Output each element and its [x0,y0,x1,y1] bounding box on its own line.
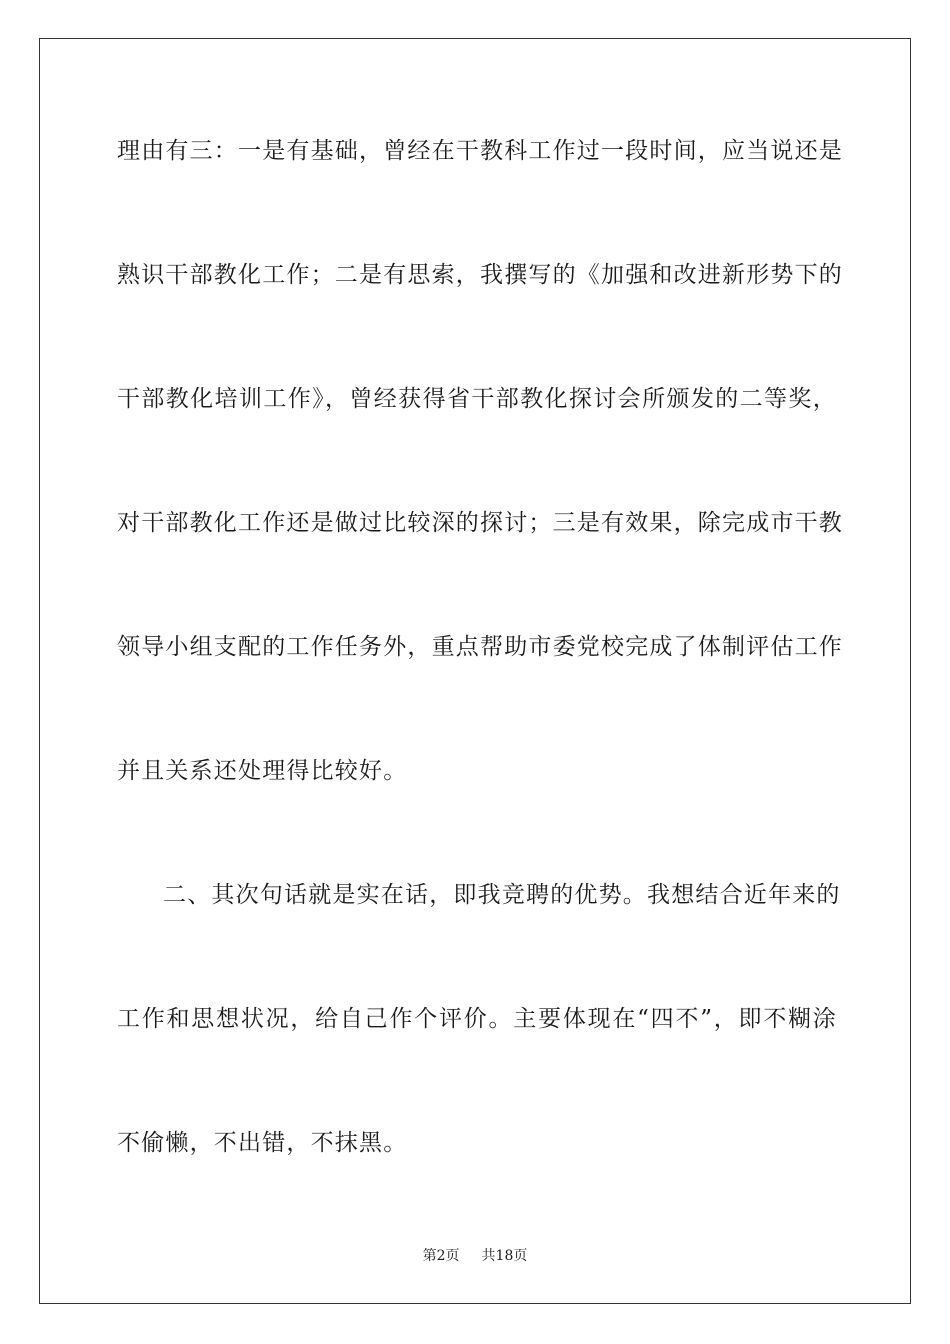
page-frame [39,38,911,1304]
paragraph-line: 干部教化培训工作》，曾经获得省干部教化探讨会所颁发的二等奖， [117,386,837,412]
paragraph-line: 不偷懒，不出错，不抹黑。 [117,1130,408,1156]
paragraph-line: 熟识干部教化工作；二是有思索，我撰写的《加强和改进新形势下的 [117,262,843,288]
paragraph-line: 工作和思想状况，给自己作个评价。主要体现在“四不”，即不糊涂 [117,1006,837,1032]
page-number: 第2页 [422,1248,460,1264]
paragraph-line: 二、其次句话就是实在话，即我竞聘的优势。我想结合近年来的 [163,882,841,908]
paragraph-line: 对干部教化工作还是做过比较深的探讨；三是有效果，除完成市干教 [117,510,843,536]
page-footer [0,1247,950,1265]
paragraph-line: 领导小组支配的工作任务外，重点帮助市委党校完成了体制评估工作 [117,634,843,660]
paragraph-line: 并且关系还处理得比较好。 [117,758,408,784]
page-total: 共18页 [481,1248,528,1264]
paragraph-line: 理由有三：一是有基础，曾经在干教科工作过一段时间，应当说还是 [117,138,843,164]
